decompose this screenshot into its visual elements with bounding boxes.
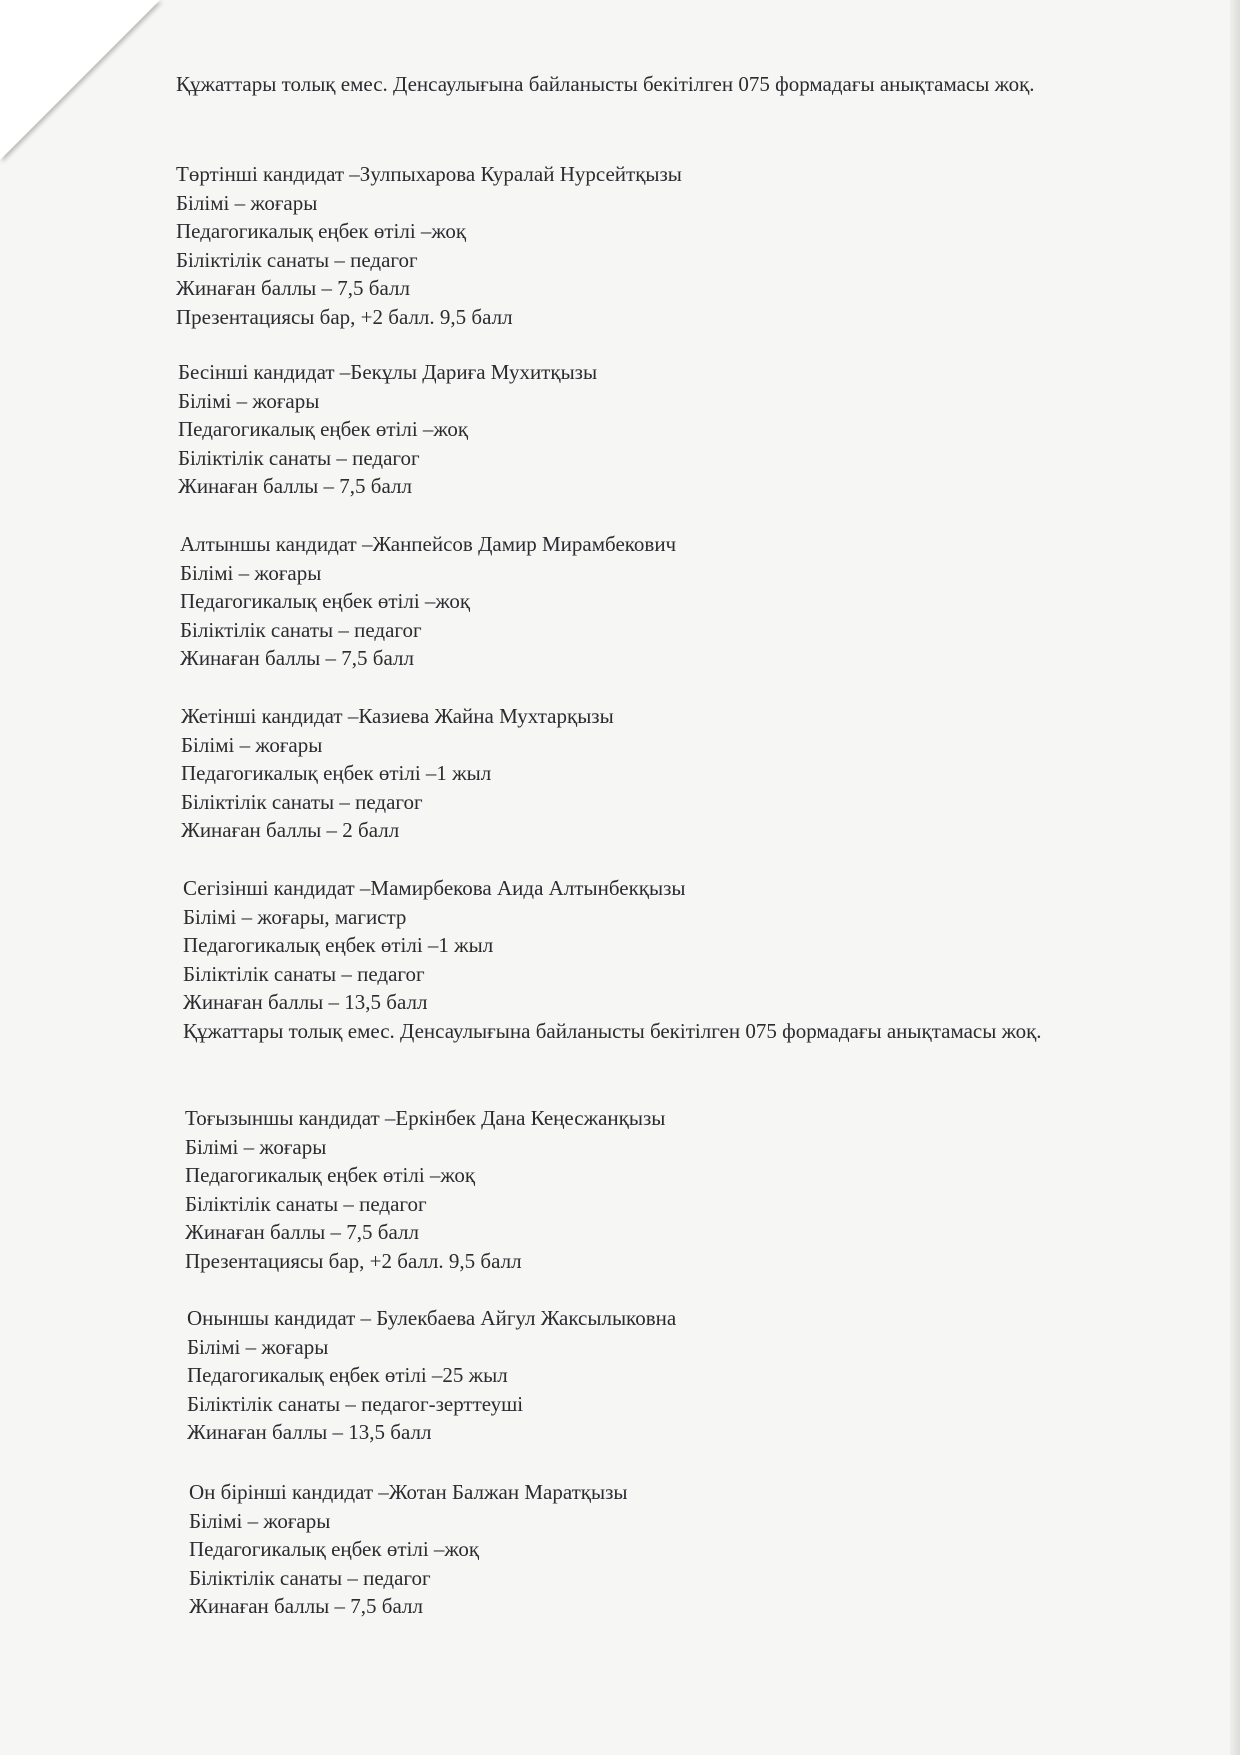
candidate-block xyxy=(189,1478,1189,1621)
folded-corner xyxy=(0,0,160,160)
candidate-block xyxy=(183,874,1183,1046)
candidate-experience: Педагогикалық еңбек өтілі –жоқ xyxy=(178,417,469,442)
candidate-title: Жетінші кандидат –Казиева Жайна Мухтарқызы xyxy=(181,704,614,728)
page-edge-shadow xyxy=(1230,0,1240,1755)
candidate-score: Жинаған баллы – 7,5 балл xyxy=(178,474,412,499)
candidate-category: Біліктілік санаты – педагог xyxy=(183,961,425,986)
candidate-title: Төртінші кандидат –Зулпыхарова Куралай Нурсейтқызы xyxy=(176,162,682,186)
candidate-experience: Педагогикалық еңбек өтілі –жоқ xyxy=(180,589,471,614)
candidate-category: Біліктілік санаты – педагог-зерттеуші xyxy=(187,1391,524,1416)
candidate-education: Білімі – жоғары xyxy=(176,190,318,215)
candidate-score: Жинаған баллы – 2 балл xyxy=(181,818,400,843)
candidate-education: Білімі – жоғары xyxy=(180,560,322,585)
candidate-score: Жинаған баллы – 7,5 балл xyxy=(185,1220,419,1245)
candidate-block xyxy=(176,160,1176,332)
candidate-education: Білімі – жоғары xyxy=(178,388,320,413)
candidate-category: Біліктілік санаты – педагог xyxy=(189,1565,431,1590)
candidate-score: Жинаған баллы – 7,5 балл xyxy=(180,646,414,671)
candidate-score: Жинаған баллы – 13,5 балл xyxy=(187,1420,432,1445)
candidate-extra: Құжаттары толық емес. Денсаулығына байланысты бекітілген 075 формадағы анықтамасы жоқ. xyxy=(183,1018,1042,1043)
candidate-education: Білімі – жоғары xyxy=(187,1334,329,1359)
candidate-block xyxy=(181,702,1181,845)
candidate-category: Біліктілік санаты – педагог xyxy=(185,1191,427,1216)
candidate-title: Сегізінші кандидат –Мамирбекова Аида Алтынбекқызы xyxy=(183,876,686,900)
candidate-experience: Педагогикалық еңбек өтілі –жоқ xyxy=(185,1163,476,1188)
candidate-title: Бесінші кандидат –Бекұлы Дариға Мухитқызы xyxy=(178,360,598,384)
candidate-experience: Педагогикалық еңбек өтілі –25 жыл xyxy=(187,1363,508,1388)
candidate-education: Білімі – жоғары xyxy=(189,1508,331,1533)
candidate-extra: Презентациясы бар, +2 балл. 9,5 балл xyxy=(176,304,513,329)
candidate-block xyxy=(178,358,1178,501)
candidate-title: Алтыншы кандидат –Жанпейсов Дамир Мирамбекович xyxy=(180,532,677,556)
candidate-score: Жинаған баллы – 13,5 балл xyxy=(183,990,428,1015)
candidate-category: Біліктілік санаты – педагог xyxy=(181,789,423,814)
candidate-title: Тоғызыншы кандидат –Еркінбек Дана Кеңесжанқызы xyxy=(185,1106,666,1130)
candidate-education: Білімі – жоғары, магистр xyxy=(183,904,407,929)
candidate-block xyxy=(187,1304,1187,1447)
candidate-experience: Педагогикалық еңбек өтілі –жоқ xyxy=(176,219,467,244)
candidate-category: Біліктілік санаты – педагог xyxy=(180,617,422,642)
candidate-experience: Педагогикалық еңбек өтілі –1 жыл xyxy=(183,933,494,958)
candidate-category: Біліктілік санаты – педагог xyxy=(176,247,418,272)
candidate-education: Білімі – жоғары xyxy=(185,1134,327,1159)
candidate-experience: Педагогикалық еңбек өтілі –1 жыл xyxy=(181,761,492,786)
candidate-score: Жинаған баллы – 7,5 балл xyxy=(189,1594,423,1619)
candidate-education: Білімі – жоғары xyxy=(181,732,323,757)
candidate-category: Біліктілік санаты – педагог xyxy=(178,445,420,470)
candidate-block xyxy=(185,1104,1185,1276)
candidate-title: Оныншы кандидат – Булекбаева Айгул Жаксылыковна xyxy=(187,1306,677,1330)
candidate-block xyxy=(180,530,1180,673)
candidate-experience: Педагогикалық еңбек өтілі –жоқ xyxy=(189,1537,480,1562)
candidate-score: Жинаған баллы – 7,5 балл xyxy=(176,276,410,301)
lead-note: Құжаттары толық емес. Денсаулығына байланысты бекітілген 075 формадағы анықтамасы жоқ. xyxy=(176,72,1035,96)
candidate-title: Он бірінші кандидат –Жотан Балжан Маратқызы xyxy=(189,1480,628,1504)
candidate-extra: Презентациясы бар, +2 балл. 9,5 балл xyxy=(185,1248,522,1273)
